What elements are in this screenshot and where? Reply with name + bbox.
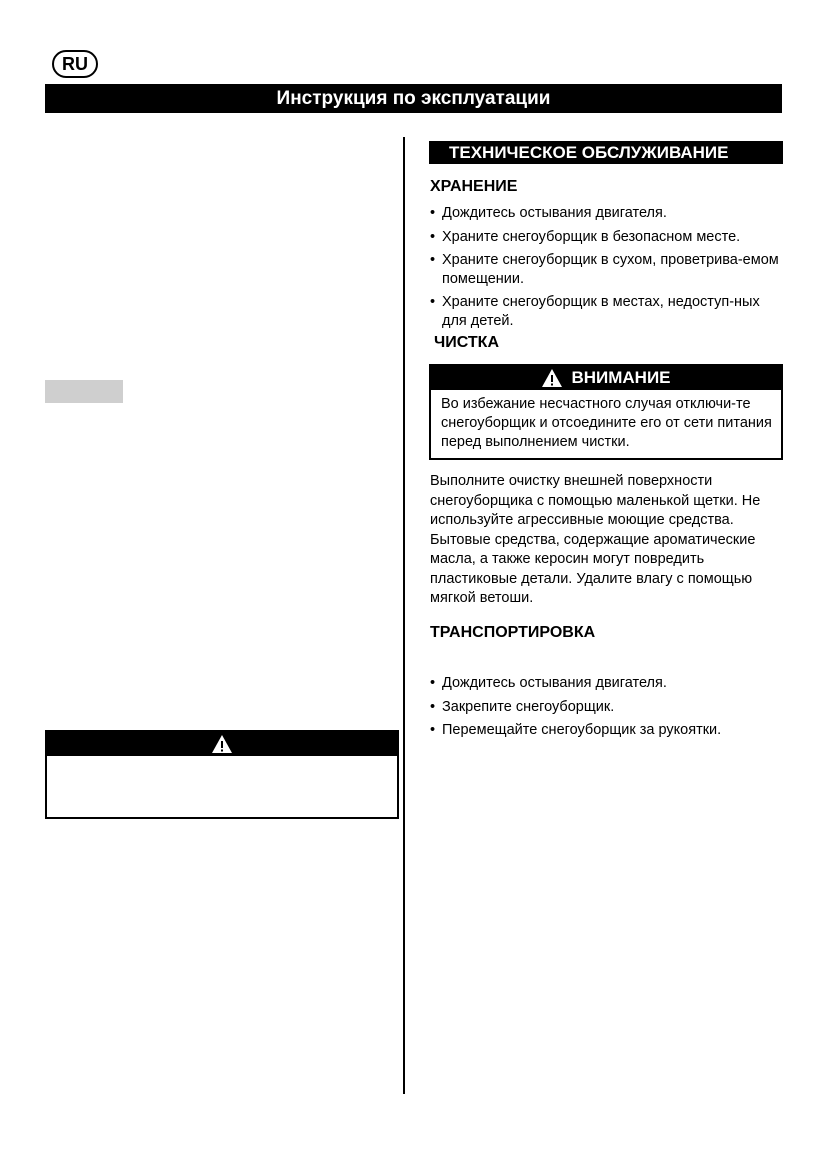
storage-list — [430, 204, 780, 335]
list-item: • Храните снегоуборщик в местах, недоступ-ных для детей. — [430, 293, 780, 330]
cleaning-heading: ЧИСТКА — [434, 334, 499, 351]
grey-placeholder-block — [45, 380, 123, 403]
warning-triangle-icon — [541, 368, 563, 388]
page-header-title: Инструкция по эксплуатации — [45, 84, 782, 113]
transport-heading: ТРАНСПОРТИРОВКА — [430, 624, 596, 641]
cleaning-warning-bar — [431, 366, 781, 390]
maintenance-section-title: ТЕХНИЧЕСКОЕ ОБСЛУЖИВАНИЕ — [429, 141, 783, 164]
list-item: • Храните снегоуборщик в безопасном месте. — [430, 228, 780, 247]
column-divider — [403, 137, 405, 1094]
language-badge: RU — [52, 50, 98, 78]
list-item: • Дождитесь остывания двигателя. — [430, 204, 780, 223]
warning-text: Во избежание несчастного случая отключи-те снегоуборщик и отсоедините его от сети питания перед выполнением чистки. — [441, 396, 772, 450]
transport-list — [430, 674, 780, 745]
warning-triangle-icon — [211, 734, 233, 754]
cleaning-warning-box — [429, 364, 783, 460]
cleaning-paragraph: Выполните очистку внешней поверхности снегоуборщика с помощью маленькой щетки. Не используйте агрессивные моющие средства. Бытовые средства, содержащие ароматические масла, а также керосин могут повредить пластиковые детали. Удалите влагу с помощью мягкой ветоши. — [430, 473, 761, 606]
list-item: • Перемещайте снегоуборщик за рукоятки. — [430, 721, 780, 740]
warning-title: ВНИМАНИЕ — [571, 368, 671, 387]
list-item: • Храните снегоуборщик в сухом, проветрива-емом помещении. — [430, 251, 780, 288]
left-warning-box — [45, 730, 399, 819]
list-item: • Дождитесь остывания двигателя. — [430, 674, 780, 693]
left-warning-bar — [47, 732, 397, 756]
list-item: • Закрепите снегоуборщик. — [430, 698, 780, 717]
storage-heading: ХРАНЕНИЕ — [430, 178, 518, 195]
